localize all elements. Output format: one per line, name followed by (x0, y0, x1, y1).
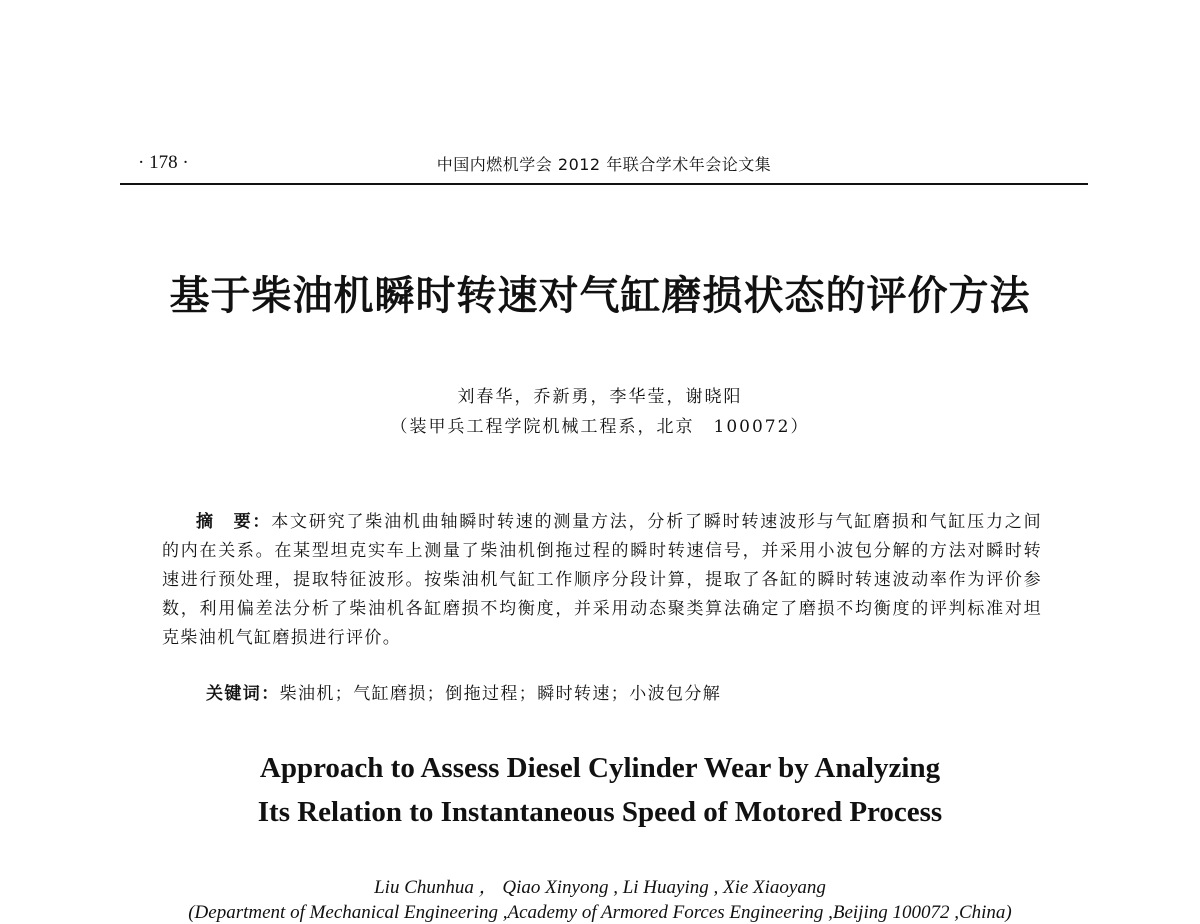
title-english-line-1: Approach to Assess Diesel Cylinder Wear by Analyzing (259, 752, 941, 784)
abstract-chinese (162, 508, 1042, 653)
keywords-text: 柴油机；气缸磨损；倒拖过程；瞬时转速；小波包分解 (279, 684, 722, 704)
header-rule (120, 183, 1088, 185)
journal-name: 中国内燃机学会 2012 年联合学术年会论文集 (436, 155, 772, 174)
affiliation-chinese: （装甲兵工程学院机械工程系，北京 100072） (390, 417, 810, 437)
title-english-line-2: Its Relation to Instantaneous Speed of Motored Process (257, 796, 943, 828)
page-number: · 178 · (138, 152, 189, 173)
keywords-label: 关键词： (206, 684, 280, 704)
abstract-label: 摘 要： (196, 512, 272, 532)
keywords-chinese (206, 679, 721, 704)
authors-english: Liu Chunhua ， Qiao Xinyong , Li Huaying , Xie Xiaoyang (374, 877, 826, 898)
paper-title-chinese: 基于柴油机瞬时转速对气缸磨损状态的评价方法 (169, 272, 1031, 319)
running-head (120, 150, 1088, 178)
authors-chinese: 刘春华，乔新勇，李华莹，谢晓阳 (457, 387, 743, 407)
paper-title-english (0, 746, 1200, 834)
abstract-text: 本文研究了柴油机曲轴瞬时转速的测量方法，分析了瞬时转速波形与气缸磨损和气缸压力之间的内在关系。在某型坦克实车上测量了柴油机倒拖过程的瞬时转速信号，并采用小波包分解的方法对瞬时转速进行预处理，提取特征波形。按柴油机气缸工作顺序分段计算，提取了各缸的瞬时转速波动率作为评价参数，利用偏差法分析了柴油机各缸磨损不均衡度，并采用动态聚类算法确定了磨损不均衡度的评判标准对坦克柴油机气缸磨损进行评价。 (162, 512, 1042, 648)
affiliation-english: (Department of Mechanical Engineering ,Academy of Armored Forces Engineering ,Beijing 100072 ,China) (188, 902, 1012, 923)
